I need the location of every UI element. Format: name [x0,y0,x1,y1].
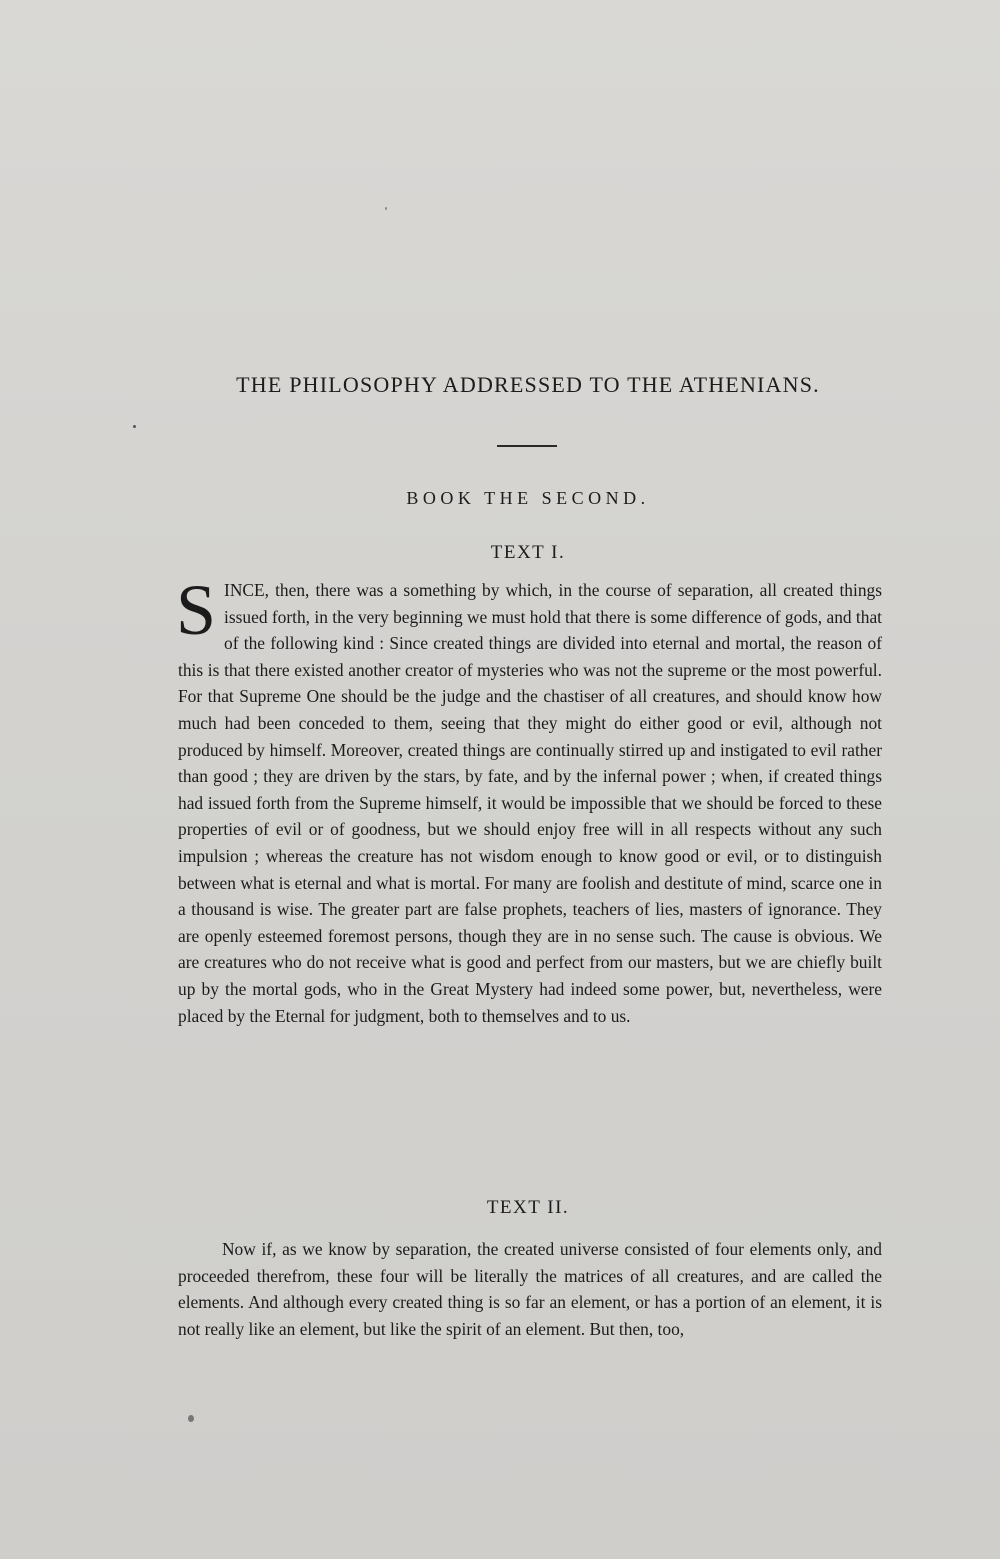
paper-speck [188,1415,194,1422]
drop-cap: S [176,570,217,650]
section-heading-text-2: TEXT II. [486,1197,570,1218]
paper-speck [385,207,387,210]
paper-speck [133,425,136,428]
section-body-text-1 [176,570,883,1029]
chapter-title: THE PHILOSOPHY ADDRESSED TO THE ATHENIANS. [236,372,820,397]
paragraph-text: Now if, as we know by separation, the created universe consisted of four elements only, and proceeded therefrom, these four will be literally the matrices of all creatures, and are called the elements. And although every created thing is so far an element, or has a portion of an element, it is not really like an element, but like the spirit of an element. But then, too, [178,1239,882,1339]
paragraph-text: INCE, then, there was a something by which, in the course of separation, all created things issued forth, in the very beginning we must hold that there is some difference of gods, and that of the following kind : Since created things are divided into eternal and mortal, the reason of this is that there existed another creator of mysteries who was not the supreme or the most powerful. For that Supreme One should be the judge and the chastiser of all creatures, and should know how much had been conceded to them, seeing that they might do either good or evil, although not produced by himself. Moreover, created things are continually stirred up and instigated to evil rather than good ; they are driven by the stars, by fate, and by the infernal power ; when, if created things had issued forth from the Supreme himself, it would be impossible that we should be forced to these properties of evil or of goodness, but we should enjoy free will in all respects without any such impulsion ; whereas the creature has not wisdom enough to know good or evil, or to distinguish between what is eternal and what is mortal. For many are foolish and destitute of mind, scarce one in a thousand is wise. The greater part are false prophets, teachers of lies, masters of ignorance. They are openly esteemed foremost persons, though they are in no sense such. The cause is obvious. We are creatures who do not receive what is good and perfect from our masters, but we are chiefly built up by the mortal gods, who in the Great Mystery had indeed some power, but, nevertheless, were placed by the Eternal for judgment, both to themselves and to us. [178,580,883,1026]
title-divider-rule [497,445,557,447]
book-heading: BOOK THE SECOND. [406,488,650,508]
section-heading-text-1: TEXT I. [490,542,566,563]
section-body-text-2 [178,1236,882,1342]
